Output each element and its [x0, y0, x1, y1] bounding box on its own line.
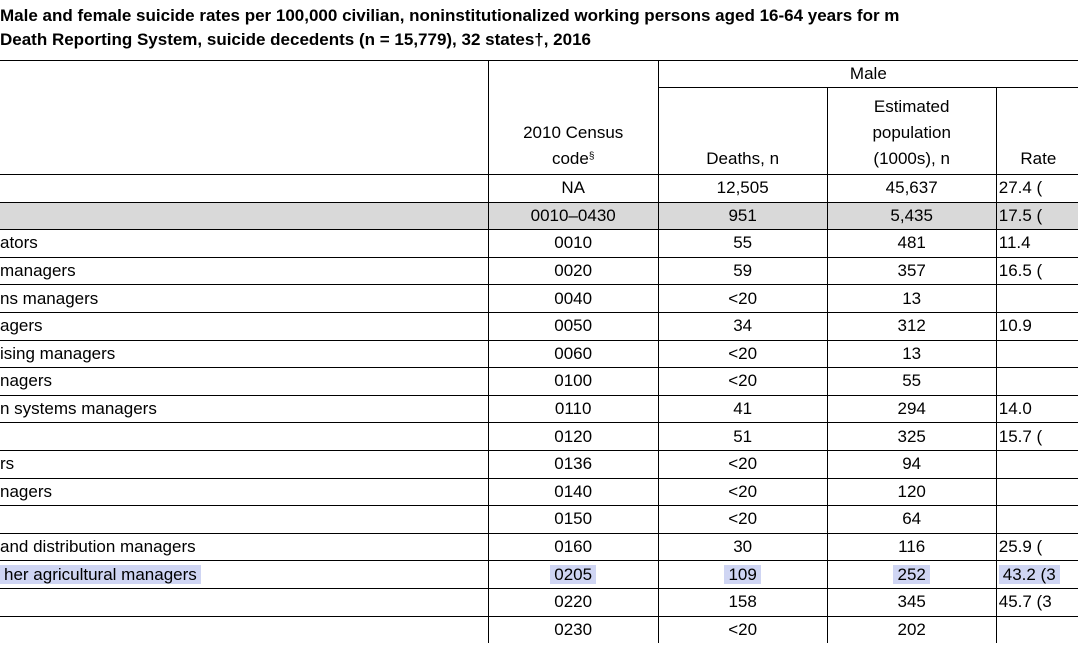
- table-row: [0, 423, 1078, 451]
- rate-cell-text: 25.9 (: [998, 537, 1043, 557]
- rate-cell: [996, 395, 1078, 423]
- rate-cell: [996, 175, 1078, 203]
- header-column-row: [0, 88, 1078, 175]
- census-code-cell-text: 0230: [554, 619, 593, 639]
- deaths-cell: [658, 616, 827, 643]
- population-cell-text: 252: [893, 565, 929, 584]
- census-code-cell: [488, 450, 658, 478]
- population-cell-text: 345: [897, 592, 926, 612]
- header-pop-line3: (1000s), n: [873, 149, 950, 168]
- rate-cell: [996, 312, 1078, 340]
- rate-cell-text: 15.7 (: [998, 426, 1043, 446]
- population-cell-text: 481: [897, 233, 926, 253]
- occupation-cell: [0, 450, 488, 478]
- population-cell-text: 45,637: [885, 178, 938, 198]
- header-male: Male: [658, 61, 1078, 88]
- rate-cell: [996, 423, 1078, 451]
- population-cell-text: 55: [902, 371, 922, 391]
- census-code-cell: [488, 202, 658, 230]
- census-code-cell-text: 0120: [554, 426, 593, 446]
- population-cell: [827, 202, 996, 230]
- header-population: [827, 88, 996, 175]
- census-code-cell-text: 0100: [554, 371, 593, 391]
- deaths-cell-text: <20: [728, 371, 758, 391]
- header-census-line2: [489, 146, 658, 172]
- census-code-cell-text: 0150: [554, 509, 593, 529]
- census-code-cell: [488, 340, 658, 368]
- title-line-2: Death Reporting System, suicide decedents (n = 15,779), 32 states†, 2016: [0, 30, 591, 49]
- rate-cell: [996, 230, 1078, 258]
- rate-cell: [996, 533, 1078, 561]
- section-footnote-mark: §: [588, 151, 595, 162]
- table-row: [0, 285, 1078, 313]
- deaths-cell: [658, 395, 827, 423]
- census-code-cell-text: 0110: [554, 399, 592, 419]
- rate-cell: [996, 506, 1078, 534]
- population-cell: [827, 257, 996, 285]
- rate-cell-text: 45.7 (3: [998, 592, 1052, 612]
- deaths-cell-text: <20: [728, 481, 758, 501]
- rate-cell: [996, 616, 1078, 643]
- deaths-cell-text: 59: [733, 261, 753, 281]
- census-code-cell-text: 0205: [550, 565, 596, 584]
- rate-cell: [996, 478, 1078, 506]
- census-code-cell: [488, 561, 658, 589]
- table-row: [0, 478, 1078, 506]
- occupation-cell: [0, 478, 488, 506]
- rate-cell-text: 17.5 (: [998, 205, 1043, 225]
- deaths-cell: [658, 368, 827, 396]
- population-cell-text: 312: [897, 316, 926, 336]
- occupation-cell-text: nagers: [0, 481, 52, 501]
- rate-cell: [996, 285, 1078, 313]
- occupation-cell-text: her agricultural managers: [0, 565, 201, 584]
- rate-cell: [996, 257, 1078, 285]
- deaths-cell: [658, 175, 827, 203]
- deaths-cell-text: 951: [728, 205, 757, 225]
- occupation-cell-text: and distribution managers: [0, 537, 196, 557]
- census-code-cell: [488, 230, 658, 258]
- census-code-cell: [488, 478, 658, 506]
- census-code-cell: [488, 368, 658, 396]
- table-row: [0, 588, 1078, 616]
- occupation-cell: [0, 175, 488, 203]
- deaths-cell-text: 109: [724, 565, 760, 584]
- occupation-cell: [0, 202, 488, 230]
- deaths-cell: [658, 202, 827, 230]
- census-code-cell-text: 0060: [554, 343, 593, 363]
- occupation-cell: [0, 423, 488, 451]
- header-blank: [0, 61, 488, 88]
- census-code-cell-text: 0020: [554, 261, 593, 281]
- population-cell-text: 13: [902, 343, 922, 363]
- census-code-cell: [488, 257, 658, 285]
- census-code-cell: [488, 312, 658, 340]
- deaths-cell-text: 34: [733, 316, 753, 336]
- table-row: [0, 506, 1078, 534]
- census-code-cell: [488, 506, 658, 534]
- deaths-cell-text: 41: [733, 399, 753, 419]
- population-cell-text: 325: [897, 426, 926, 446]
- header-deaths: Deaths, n: [658, 88, 827, 175]
- population-cell: [827, 450, 996, 478]
- table-row: [0, 450, 1078, 478]
- occupation-cell-text: ising managers: [0, 343, 116, 363]
- population-cell: [827, 175, 996, 203]
- deaths-cell: [658, 230, 827, 258]
- occupation-cell: [0, 533, 488, 561]
- deaths-cell-text: <20: [728, 288, 758, 308]
- occupation-cell: [0, 506, 488, 534]
- census-code-cell-text: 0160: [554, 537, 593, 557]
- deaths-cell-text: 30: [733, 537, 753, 557]
- census-code-cell-text: 0010–0430: [530, 205, 616, 225]
- deaths-cell: [658, 423, 827, 451]
- occupation-cell-text: ns managers: [0, 288, 99, 308]
- deaths-cell-text: 51: [733, 426, 753, 446]
- table-row: [0, 257, 1078, 285]
- rate-cell: [996, 202, 1078, 230]
- suicide-rates-table: [0, 60, 1078, 643]
- deaths-cell: [658, 312, 827, 340]
- occupation-cell: [0, 230, 488, 258]
- occupation-cell: [0, 340, 488, 368]
- deaths-cell-text: 55: [733, 233, 753, 253]
- census-code-cell-text: 0010: [554, 233, 593, 253]
- table-row: [0, 561, 1078, 589]
- deaths-cell: [658, 340, 827, 368]
- occupation-cell: [0, 616, 488, 643]
- census-code-cell-text: 0040: [554, 288, 593, 308]
- deaths-cell: [658, 588, 827, 616]
- header-pop-line2: population: [872, 123, 951, 142]
- population-cell-text: 294: [897, 399, 926, 419]
- census-code-cell: [488, 616, 658, 643]
- occupation-cell-text: rs: [0, 454, 15, 474]
- population-cell: [827, 561, 996, 589]
- header-blank-code: [488, 61, 658, 88]
- deaths-cell: [658, 561, 827, 589]
- rate-cell: [996, 450, 1078, 478]
- population-cell: [827, 312, 996, 340]
- deaths-cell: [658, 478, 827, 506]
- table-row: [0, 312, 1078, 340]
- rate-cell: [996, 368, 1078, 396]
- deaths-cell: [658, 506, 827, 534]
- deaths-cell-text: 158: [728, 592, 757, 612]
- occupation-cell: [0, 368, 488, 396]
- census-code-cell-text: 0140: [554, 481, 593, 501]
- population-cell: [827, 616, 996, 643]
- occupation-cell-text: n systems managers: [0, 399, 157, 419]
- census-code-cell: [488, 395, 658, 423]
- population-cell: [827, 588, 996, 616]
- census-code-cell-text: NA: [561, 178, 585, 198]
- header-census-code-text: code: [551, 149, 589, 168]
- census-code-cell: [488, 423, 658, 451]
- rate-cell-text: 11.4: [998, 233, 1031, 253]
- table-row: [0, 533, 1078, 561]
- deaths-cell-text: <20: [728, 619, 758, 639]
- census-code-cell-text: 0220: [554, 592, 593, 612]
- population-cell-text: 13: [902, 288, 922, 308]
- occupation-cell: [0, 561, 488, 589]
- deaths-cell: [658, 450, 827, 478]
- occupation-cell: [0, 588, 488, 616]
- table-row: [0, 340, 1078, 368]
- header-rate: Rate: [996, 88, 1078, 175]
- table-row: [0, 395, 1078, 423]
- population-cell: [827, 340, 996, 368]
- table-row: [0, 616, 1078, 643]
- population-cell-text: 94: [902, 454, 922, 474]
- table-title: [0, 4, 1080, 52]
- occupation-cell: [0, 312, 488, 340]
- deaths-cell-text: <20: [728, 343, 758, 363]
- rate-cell-text: 43.2 (3: [999, 565, 1060, 584]
- deaths-cell: [658, 257, 827, 285]
- population-cell: [827, 230, 996, 258]
- header-pop-line1: Estimated: [873, 97, 950, 116]
- census-code-cell-text: 0050: [554, 316, 593, 336]
- population-cell-text: 64: [902, 509, 922, 529]
- population-cell: [827, 478, 996, 506]
- header-census-code: [488, 88, 658, 175]
- header-census-line1: 2010 Census: [523, 123, 624, 142]
- occupation-cell: [0, 395, 488, 423]
- rate-cell-text: 10.9: [998, 316, 1032, 336]
- occupation-cell-text: managers: [0, 261, 76, 281]
- census-code-cell: [488, 588, 658, 616]
- rate-cell-text: 14.0: [998, 399, 1032, 419]
- population-cell-text: 120: [897, 481, 926, 501]
- table-row: [0, 175, 1078, 203]
- population-cell-text: 202: [897, 619, 926, 639]
- occupation-cell: [0, 257, 488, 285]
- occupation-cell-text: nagers: [0, 371, 52, 391]
- population-cell: [827, 423, 996, 451]
- rate-cell-text: 16.5 (: [998, 261, 1043, 281]
- population-cell: [827, 533, 996, 561]
- occupation-cell-text: ators: [0, 233, 38, 253]
- header-group-row: [0, 61, 1078, 88]
- census-code-cell: [488, 175, 658, 203]
- population-cell: [827, 506, 996, 534]
- population-cell: [827, 285, 996, 313]
- occupation-cell-text: agers: [0, 316, 43, 336]
- rate-cell-text: 27.4 (: [998, 178, 1043, 198]
- deaths-cell-text: 12,505: [716, 178, 769, 198]
- population-cell: [827, 368, 996, 396]
- population-cell-text: 357: [897, 261, 926, 281]
- population-cell: [827, 395, 996, 423]
- table-row: [0, 230, 1078, 258]
- rate-cell: [996, 588, 1078, 616]
- table-row: [0, 202, 1078, 230]
- title-line-1: Male and female suicide rates per 100,000 civilian, noninstitutionalized working persons aged 16-64 years for m: [0, 6, 900, 25]
- table-row: [0, 368, 1078, 396]
- occupation-cell: [0, 285, 488, 313]
- header-occupation: [0, 88, 488, 175]
- deaths-cell: [658, 533, 827, 561]
- census-code-cell: [488, 533, 658, 561]
- population-cell-text: 116: [898, 537, 926, 557]
- rate-cell: [996, 561, 1078, 589]
- deaths-cell: [658, 285, 827, 313]
- deaths-cell-text: <20: [728, 509, 758, 529]
- population-cell-text: 5,435: [890, 205, 933, 225]
- census-code-cell-text: 0136: [554, 454, 593, 474]
- deaths-cell-text: <20: [728, 454, 758, 474]
- rate-cell: [996, 340, 1078, 368]
- census-code-cell: [488, 285, 658, 313]
